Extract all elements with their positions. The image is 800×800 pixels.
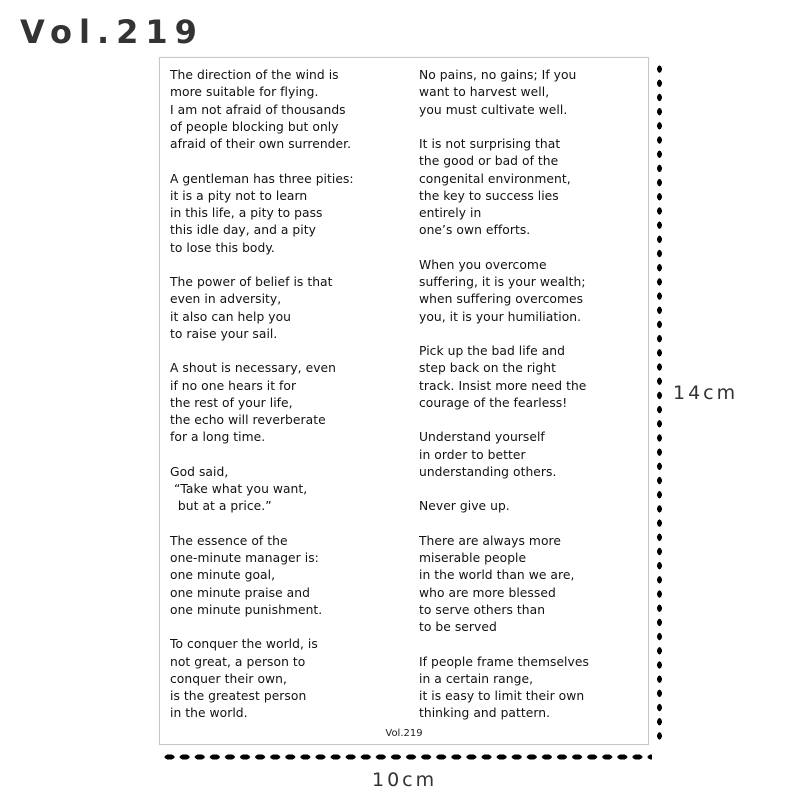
quote-line: Never give up. <box>419 499 510 514</box>
quote-line: of people blocking but only <box>170 119 339 134</box>
quote-line: in the world than we are, <box>419 568 575 583</box>
quote-block <box>419 343 589 412</box>
quote-line: the good or bad of the <box>419 154 559 169</box>
page-title: Vol.219 <box>20 13 204 51</box>
quote-line: one minute praise and <box>170 585 310 600</box>
quote-line: one’s own efforts. <box>419 223 531 238</box>
quote-line: but at a price.” <box>170 499 272 514</box>
quote-block <box>170 171 354 257</box>
quote-line: step back on the right <box>419 361 556 376</box>
quote-block <box>170 636 354 722</box>
quote-block <box>170 464 354 516</box>
height-dimension-label: 14cm <box>673 382 739 404</box>
quote-line: The power of belief is that <box>170 275 333 289</box>
quote-line: it is easy to limit their own <box>419 689 585 703</box>
quote-line: for a long time. <box>170 430 266 445</box>
right-quote-column <box>419 67 589 740</box>
quote-line: is the greatest person <box>170 689 307 703</box>
left-quote-column <box>170 67 354 740</box>
quote-line: If people frame themselves <box>419 654 589 669</box>
quote-line: track. Insist more need the <box>419 378 587 393</box>
quote-line: thinking and pattern. <box>419 706 551 721</box>
quote-block <box>419 257 589 326</box>
quote-line: want to harvest well, <box>419 85 550 100</box>
quote-line: in the world. <box>170 706 248 721</box>
width-dimension-label: 10cm <box>372 769 438 791</box>
quote-line: you must cultivate well. <box>419 102 568 117</box>
quote-block <box>419 654 589 723</box>
quote-block <box>419 498 589 515</box>
quote-line: courage of the fearless! <box>419 395 568 410</box>
height-dotted-measure-line <box>657 62 662 746</box>
sticker-sheet-card <box>159 57 649 745</box>
quote-line: one minute punishment. <box>170 602 323 617</box>
quote-line: The direction of the wind is <box>170 68 339 82</box>
width-dotted-measure-line <box>162 754 652 760</box>
quote-line: suffering, it is your wealth; <box>419 275 586 289</box>
quote-line: Pick up the bad life and <box>419 344 565 358</box>
quote-line: understanding others. <box>419 464 557 479</box>
quote-block <box>170 360 354 446</box>
quote-line: entirely in <box>419 206 482 220</box>
quote-line: Understand yourself <box>419 430 545 445</box>
quote-line: it is a pity not to learn <box>170 188 308 203</box>
quote-block <box>419 136 589 240</box>
quote-line: to be served <box>419 620 497 634</box>
quote-line: When you overcome <box>419 257 547 272</box>
quote-line: in a certain range, <box>419 671 534 686</box>
quote-line: A gentleman has three pities: <box>170 171 354 186</box>
quote-line: when suffering overcomes <box>419 292 584 307</box>
quote-line: one minute goal, <box>170 568 276 583</box>
quote-line: even in adversity, <box>170 292 282 307</box>
quote-line: it also can help you <box>170 309 292 324</box>
quote-line: to lose this body. <box>170 240 275 255</box>
quote-line: this idle day, and a pity <box>170 223 316 238</box>
quote-line: to serve others than <box>419 602 546 617</box>
quote-block <box>419 533 589 637</box>
quote-line: afraid of their own surrender. <box>170 137 352 151</box>
quote-line: A shout is necessary, even <box>170 361 336 376</box>
quote-line: “Take what you want, <box>170 482 308 496</box>
quote-line: one-minute manager is: <box>170 551 319 565</box>
quote-line: not great, a person to <box>170 654 306 669</box>
quote-line: if no one hears it for <box>170 378 297 393</box>
quote-line: conquer their own, <box>170 671 287 686</box>
quote-line: who are more blessed <box>419 585 556 600</box>
quote-line: the rest of your life, <box>170 395 293 410</box>
quote-block <box>419 429 589 481</box>
quote-line: To conquer the world, is <box>170 637 318 652</box>
quote-block <box>170 533 354 619</box>
quote-line: you, it is your humiliation. <box>419 309 582 324</box>
quote-line: in this life, a pity to pass <box>170 206 323 220</box>
quote-line: It is not surprising that <box>419 137 561 151</box>
card-footer-label: Vol.219 <box>385 728 423 739</box>
quote-block <box>419 67 589 119</box>
quote-line: more suitable for flying. <box>170 85 319 100</box>
quote-line: God said, <box>170 464 229 479</box>
quote-block <box>170 274 354 343</box>
quote-line: to raise your sail. <box>170 326 278 341</box>
quote-line: No pains, no gains; If you <box>419 68 577 82</box>
quote-line: I am not afraid of thousands <box>170 102 346 117</box>
quote-line: the echo will reverberate <box>170 413 326 427</box>
quote-line: There are always more <box>419 533 561 548</box>
quote-line: The essence of the <box>170 533 288 548</box>
quote-line: in order to better <box>419 447 526 462</box>
quote-line: miserable people <box>419 551 527 565</box>
quote-line: the key to success lies <box>419 188 559 203</box>
quote-block <box>170 67 354 153</box>
quote-line: congenital environment, <box>419 171 571 186</box>
